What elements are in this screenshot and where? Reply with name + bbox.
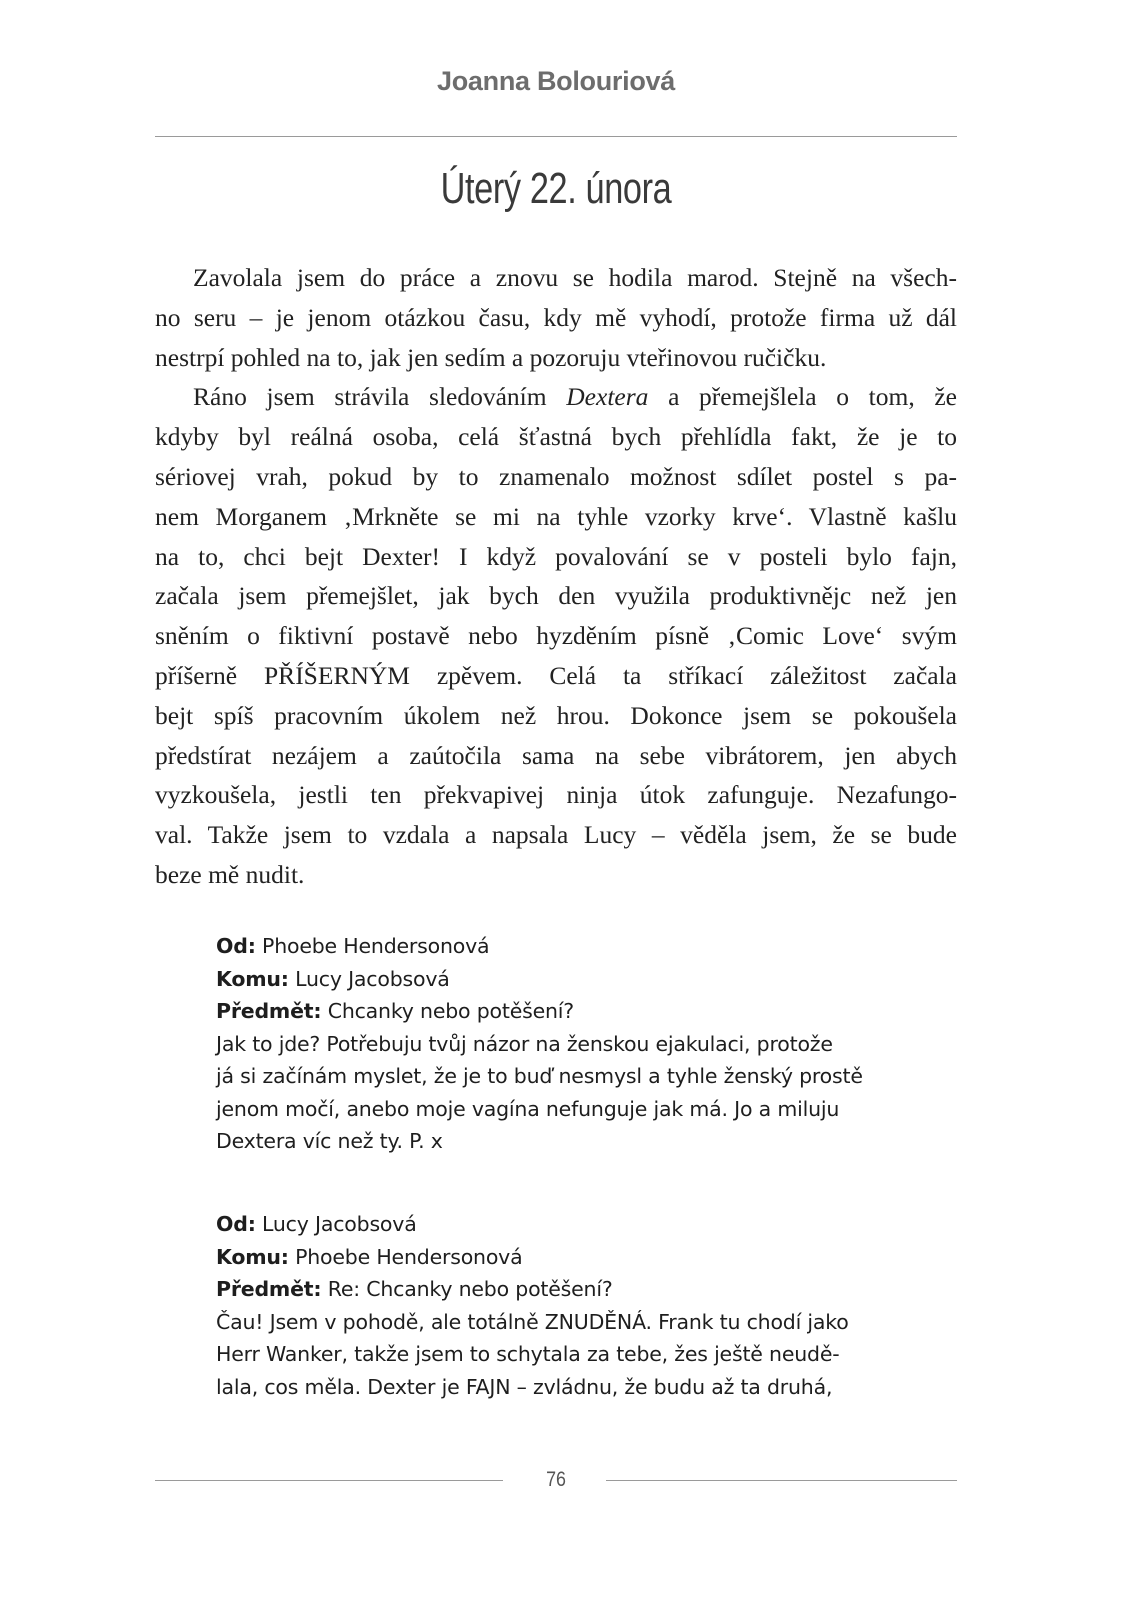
text-line: [155, 377, 957, 417]
email-message: [216, 930, 916, 1158]
page-number: 76: [546, 1468, 566, 1491]
text-line: beze mě nudit.: [155, 859, 305, 889]
running-head-author: Joanna Bolouriová: [437, 66, 675, 96]
email-body-line: Dextera víc než ty. P. x: [216, 1129, 443, 1153]
text-line: kdyby byl reálná osoba, celá šťastná bych přehlídla fakt, že je to: [155, 422, 957, 452]
text-line: na to, chci bejt Dexter! I když povalování se v posteli bylo fajn,: [155, 541, 957, 571]
email-from-label: Od:: [216, 1212, 256, 1236]
email-from-value: Phoebe Hendersonová: [262, 934, 490, 958]
text-line: vyzkoušela, jestli ten překvapivej ninja útok zafunguje. Nezafungo-: [155, 780, 957, 810]
text-line: sériovej vrah, pokud by to znamenalo možnost sdílet postel s pa-: [155, 461, 957, 491]
email-to-label: Komu:: [216, 1244, 289, 1269]
email-to: [216, 1241, 916, 1274]
email-body-line: já si začínám myslet, že je to buď nesmysl a tyhle ženský prostě: [216, 1064, 863, 1088]
text-segment: Ráno jsem strávila sledováním: [193, 382, 567, 412]
email-message: [216, 1208, 916, 1403]
email-body-line: lala, cos měla. Dexter je FAJN – zvládnu, že budu až ta druhá,: [216, 1374, 833, 1399]
italic-title: Dextera: [566, 382, 649, 412]
email-to: [216, 963, 916, 996]
text-line: sněním o fiktivní postavě nebo hyzděním písně ‚Comic Love‘ svým: [155, 621, 957, 651]
email-from: [216, 930, 916, 963]
text-segment: a přemejšlela o tom, že: [648, 382, 957, 412]
email-body-line: Čau! Jsem v pohodě, ale totálně ZNUDĚNÁ. Frank tu chodí jako: [216, 1309, 849, 1334]
email-from-value: Lucy Jacobsová: [262, 1212, 417, 1236]
text-line: předstírat nezájem a zaútočila sama na sebe vibrátorem, jen abych: [155, 740, 957, 770]
email-subject-value: Chcanky nebo potěšení?: [327, 999, 574, 1023]
text-line: Zavolala jsem do práce a znovu se hodila marod. Stejně na všech-: [193, 263, 957, 292]
email-subject: [216, 1273, 916, 1306]
email-subject-label: Předmět:: [216, 1277, 322, 1301]
email-body-line: Jak to jde? Potřebuju tvůj názor na ženskou ejakulaci, protože: [216, 1031, 833, 1056]
text-line: bejt spíš pracovním úkolem než hrou. Dokonce jsem se pokoušela: [155, 700, 957, 730]
text-line: no seru – je jenom otázkou času, kdy mě vyhodí, protože firma už dál: [155, 302, 957, 332]
email-to-value: Lucy Jacobsová: [295, 966, 450, 991]
email-body-line: jenom močí, anebo moje vagína nefunguje jak má. Jo a miluju: [216, 1096, 840, 1121]
text-line: příšerně PŘÍŠERNÝM zpěvem. Celá ta stříkací záležitost začala: [155, 660, 957, 690]
body-text: [155, 258, 957, 895]
email-subject-label: Předmět:: [216, 999, 322, 1023]
email-subject: [216, 995, 916, 1028]
email-to-label: Komu:: [216, 966, 289, 991]
header-rule: [155, 136, 957, 137]
chapter-title: Úterý 22. února: [440, 164, 672, 213]
text-line: začala jsem přemejšlet, jak bych den využila produktivnějc než jen: [155, 581, 957, 611]
email-from: [216, 1208, 916, 1241]
text-line: val. Takže jsem to vzdala a napsala Lucy – věděla jsem, že se bude: [155, 820, 957, 850]
email-subject-value: Re: Chcanky nebo potěšení?: [327, 1277, 613, 1301]
email-to-value: Phoebe Hendersonová: [295, 1244, 523, 1269]
email-body-line: Herr Wanker, takže jsem to schytala za tebe, žes ještě neudě-: [216, 1342, 840, 1366]
email-from-label: Od:: [216, 934, 256, 958]
text-line: nestrpí pohled na to, jak jen sedím a pozoruju vteřinovou ručičku.: [155, 342, 827, 372]
text-line: nem Morganem ‚Mrkněte se mi na tyhle vzorky krve‘. Vlastně kašlu: [155, 501, 957, 531]
